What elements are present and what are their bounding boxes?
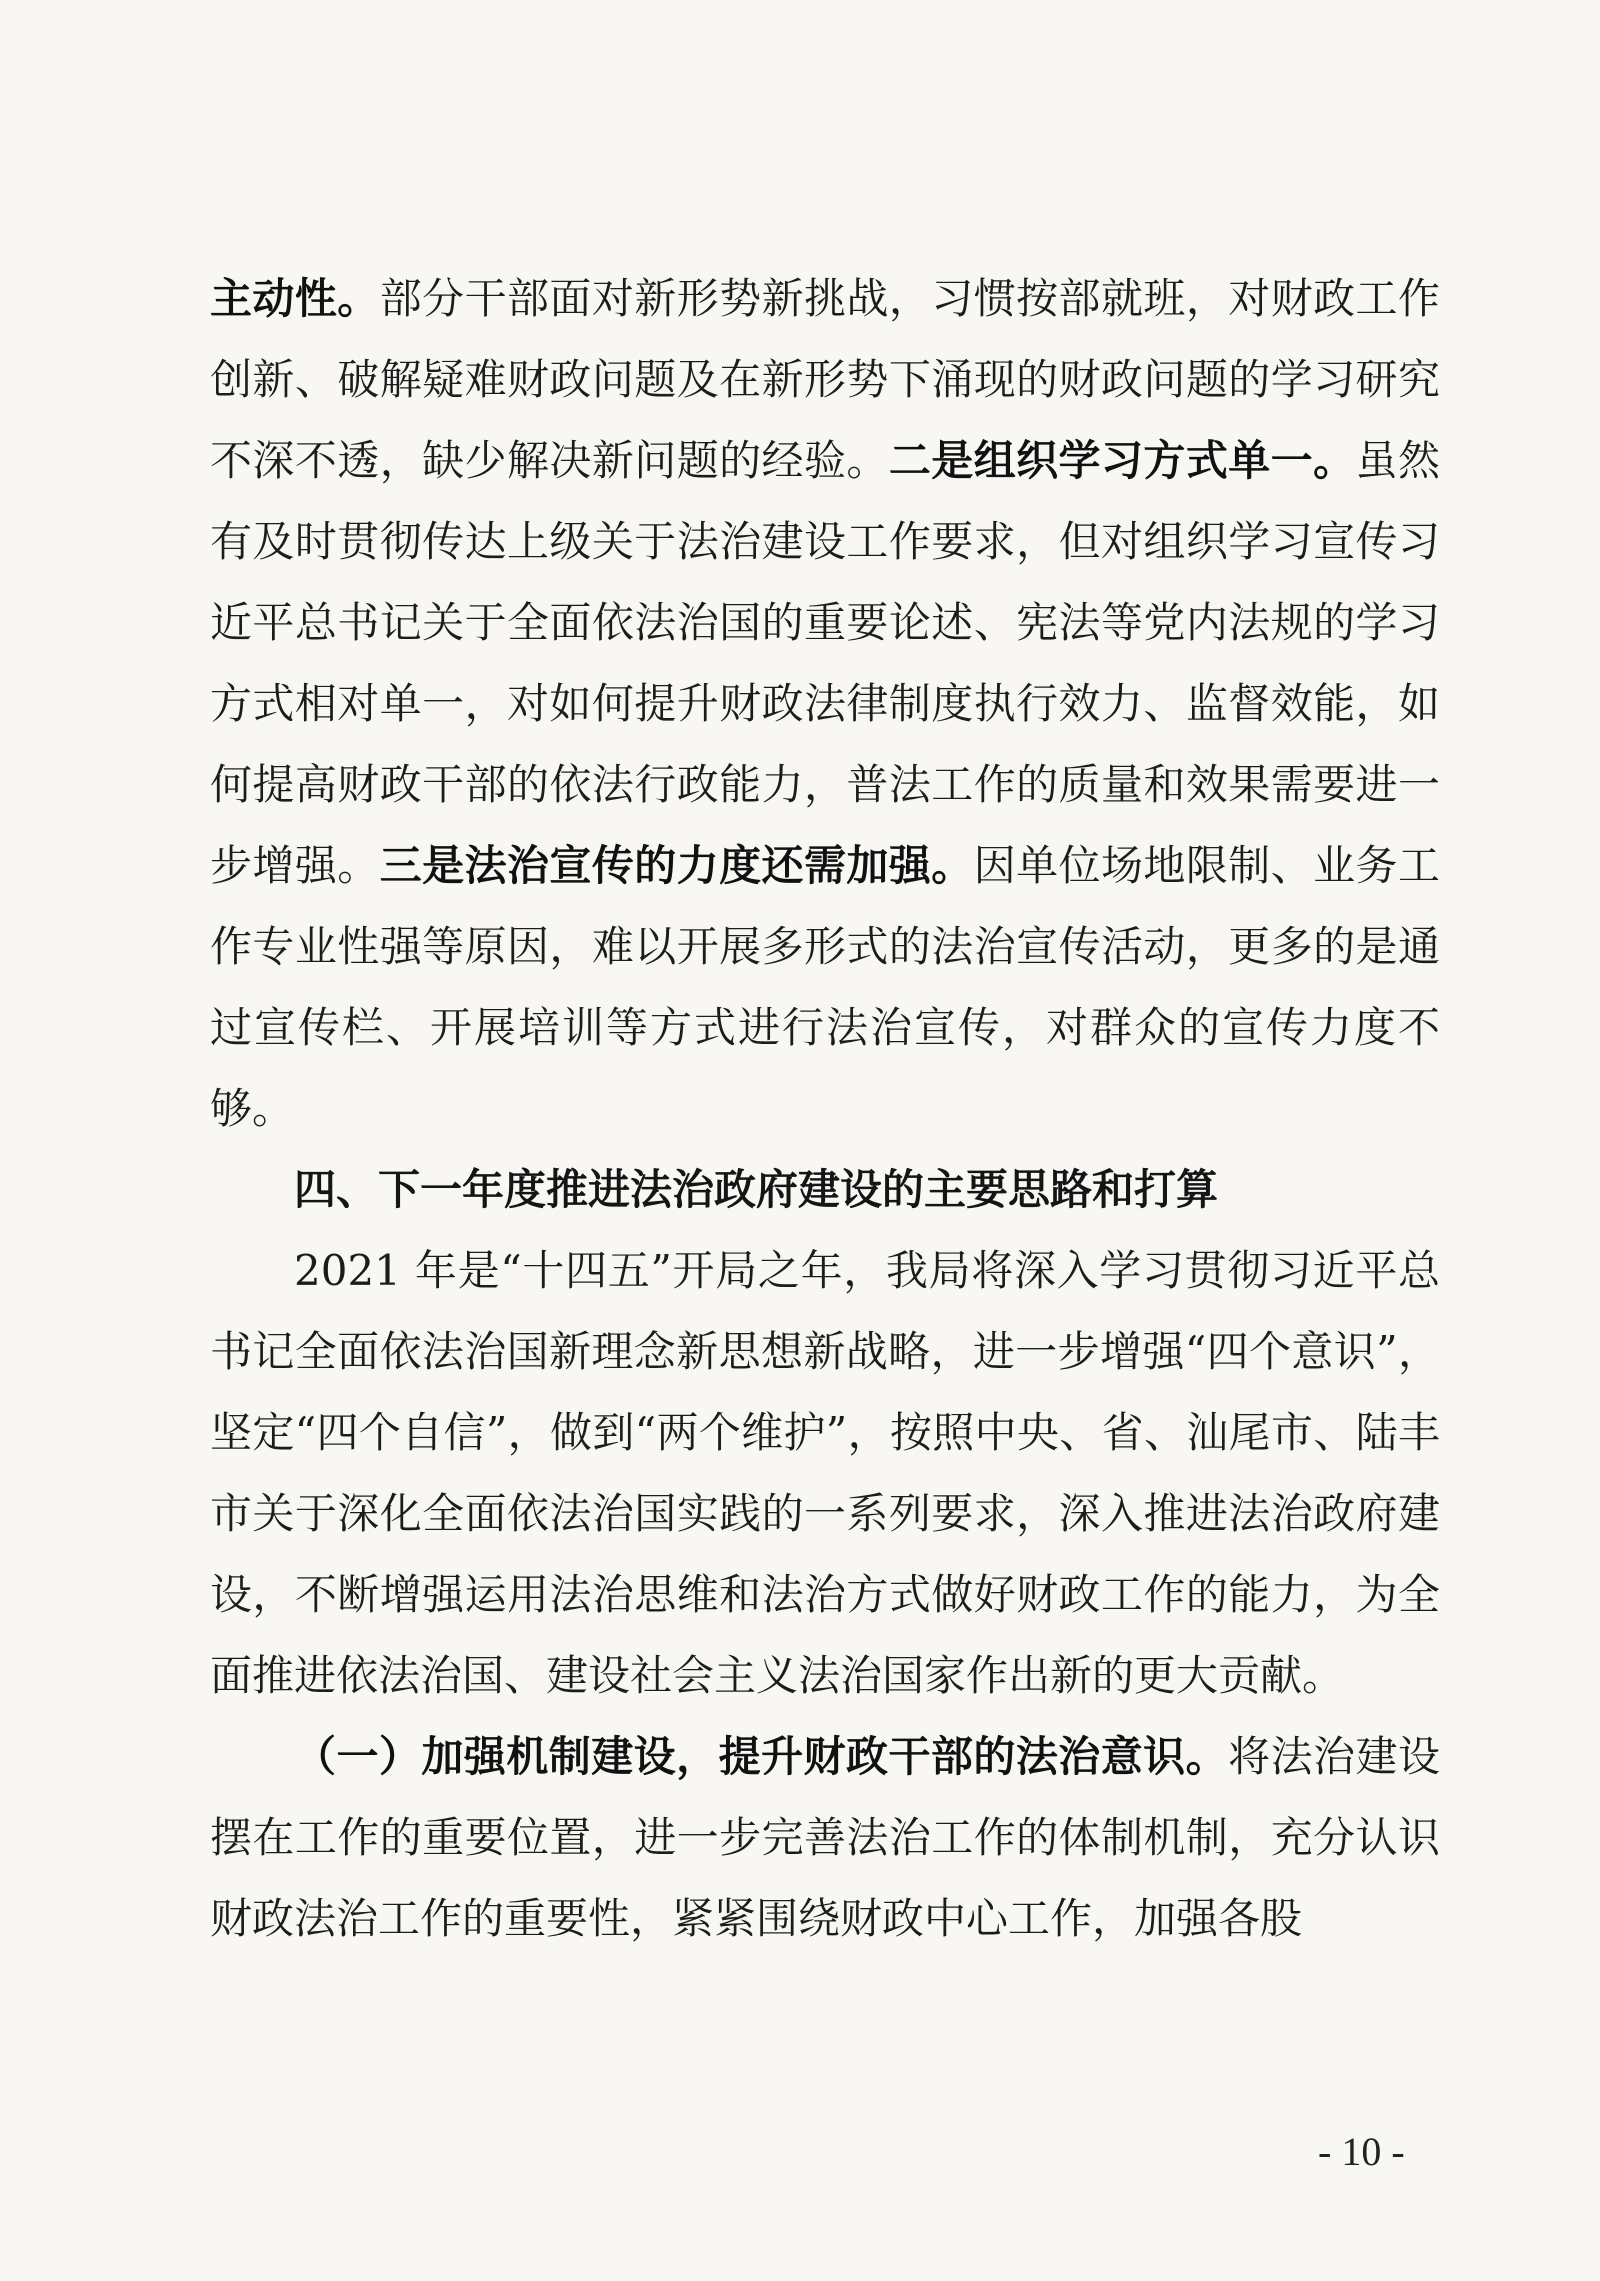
section-heading: 四、下一年度推进法治政府建设的主要思路和打算 bbox=[294, 1165, 1219, 1214]
sentence-text: 因单位场地限制、业务工作专业性强等原因，难以开展多形式的法治宣传活动，更多的是通过宣传栏、开展培训等方式进行法治宣传，对群众的宣传力度不够。 bbox=[210, 841, 1440, 1133]
paragraph-mechanism bbox=[210, 1716, 1440, 1959]
paragraph-problems bbox=[210, 258, 1440, 1149]
page-number: - 10 - bbox=[1318, 2129, 1405, 2174]
sentence-text: 部分干部面对新形势新挑战，习惯按部就班，对财政工作创新、破解疑难财政问题及在新形势下涌现的财政问题的学习研究不深不透，缺少解决新问题的经验。 bbox=[210, 274, 1440, 485]
paragraph-plan: 2021 年是“十四五”开局之年，我局将深入学习贯彻习近平总书记全面依法治国新理念新思想新战略，进一步增强“四个意识”，坚定“四个自信”，做到“两个维护”，按照中央、省、汕尾市、陆丰市关于深化全面依法治国实践的一系列要求，深入推进法治政府建设，不断增强运用法治思维和法治方式做好财政工作的能力，为全面推进依法治国、建设社会主义法治国家作出新的更大贡献。 bbox=[210, 1246, 1440, 1700]
sentence-lead: 主动性。 bbox=[210, 274, 380, 323]
sentence-point-three: 三是法治宣传的力度还需加强。 bbox=[379, 841, 974, 890]
sentence-text: 将法治建设摆在工作的重要位置，进一步完善法治工作的体制机制，充分认识财政法治工作的重要性，紧紧围绕财政中心工作，加强各股 bbox=[210, 1732, 1440, 1943]
sentence-text: 虽然有及时贯彻传达上级关于法治建设工作要求，但对组织学习宣传习近平总书记关于全面依法治国的重要论述、宪法等党内法规的学习方式相对单一，对如何提升财政法律制度执行效力、监督效能，如何提高财政干部的依法行政能力，普法工作的质量和效果需要进一步增强。 bbox=[210, 436, 1440, 890]
document-body bbox=[210, 258, 1440, 1959]
sentence-point-two: 二是组织学习方式单一。 bbox=[888, 436, 1356, 485]
subheading-mechanism: （一）加强机制建设，提升财政干部的法治意识。 bbox=[294, 1732, 1229, 1781]
